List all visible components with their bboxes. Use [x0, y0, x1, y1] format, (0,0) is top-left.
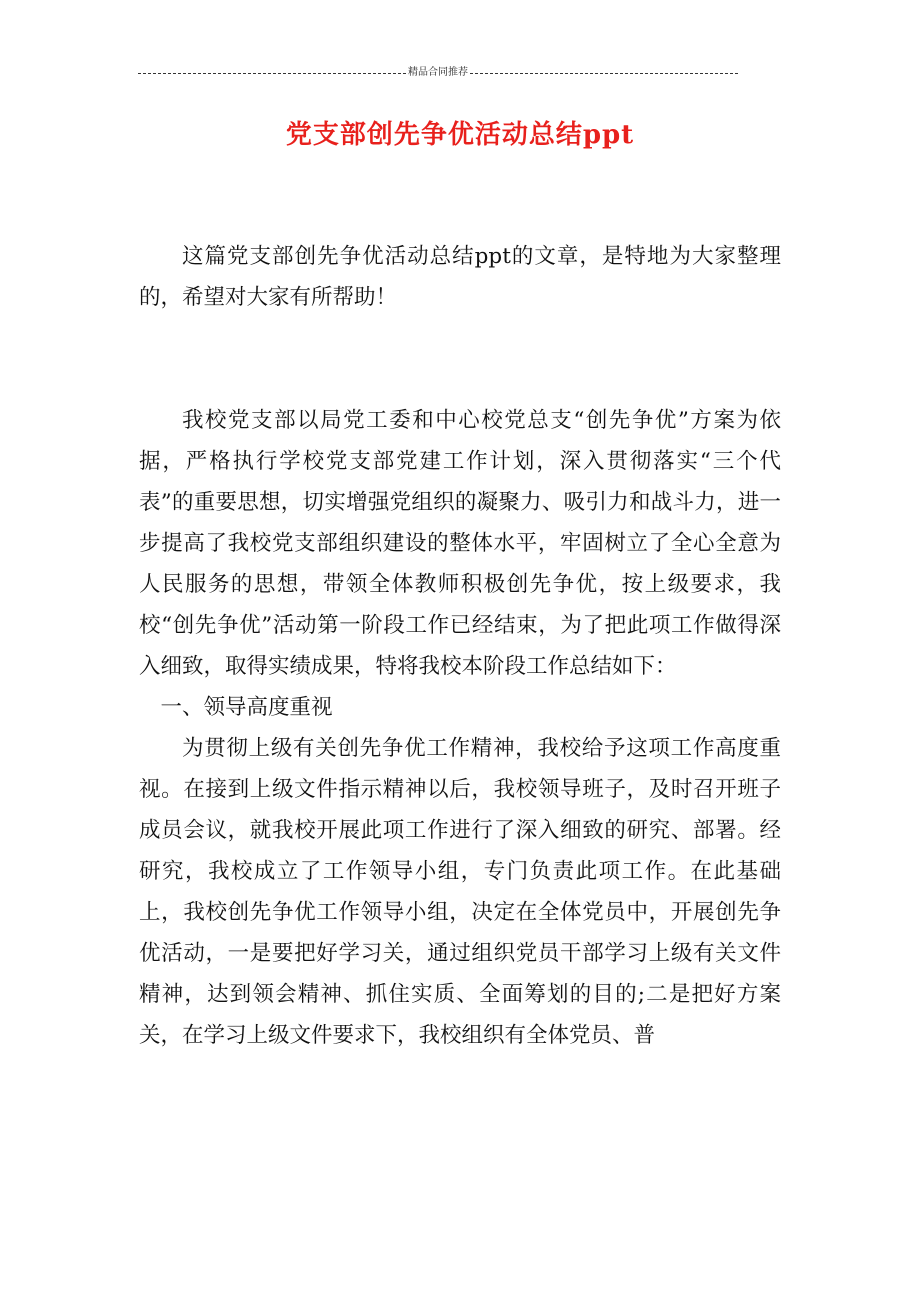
section-heading: 一、领导高度重视	[160, 695, 333, 720]
header-label: 精品合同推荐	[408, 67, 468, 78]
document-body	[139, 236, 781, 1056]
section-paragraph: 为贯彻上级有关创先争优工作精神，我校给予这项工作高度重视。在接到上级文件指示精神以后，我校领导班子，及时召开班子成员会议，就我校开展此项工作进行了深入细致的研究、部署。经研究，我校成立了工作领导小组，专门负责此项工作。在此基础上，我校创先争优工作领导小组，决定在全体党员中，开展创先争优活动，一是要把好学习关，通过组织党员干部学习上级有关文件精神，达到领会精神、抓住实质、全面筹划的目的;二是把好方案关，在学习上级文件要求下，我校组织有全体党员、普	[139, 736, 781, 1048]
document-title: 党支部创先争优活动总结ppt	[285, 120, 635, 150]
summary-paragraph: 我校党支部以局党工委和中心校党总支“创先争优”方案为依据，严格执行学校党支部党建工作计划，深入贯彻落实“三个代表”的重要思想，切实增强党组织的凝聚力、吸引力和战斗力，进一步提高了我校党支部组织建设的整体水平，牢固树立了全心全意为人民服务的思想，带领全体教师积极创先争优，按上级要求，我校“创先争优”活动第一阶段工作已经结束，为了把此项工作做得深入细致，取得实绩成果，特将我校本阶段工作总结如下：	[139, 408, 781, 679]
intro-paragraph: 这篇党支部创先争优活动总结ppt的文章，是特地为大家整理的，希望对大家有所帮助！	[139, 244, 781, 310]
header-dash-left	[138, 73, 406, 74]
header-rule	[138, 66, 738, 80]
header-dash-right	[470, 73, 738, 74]
